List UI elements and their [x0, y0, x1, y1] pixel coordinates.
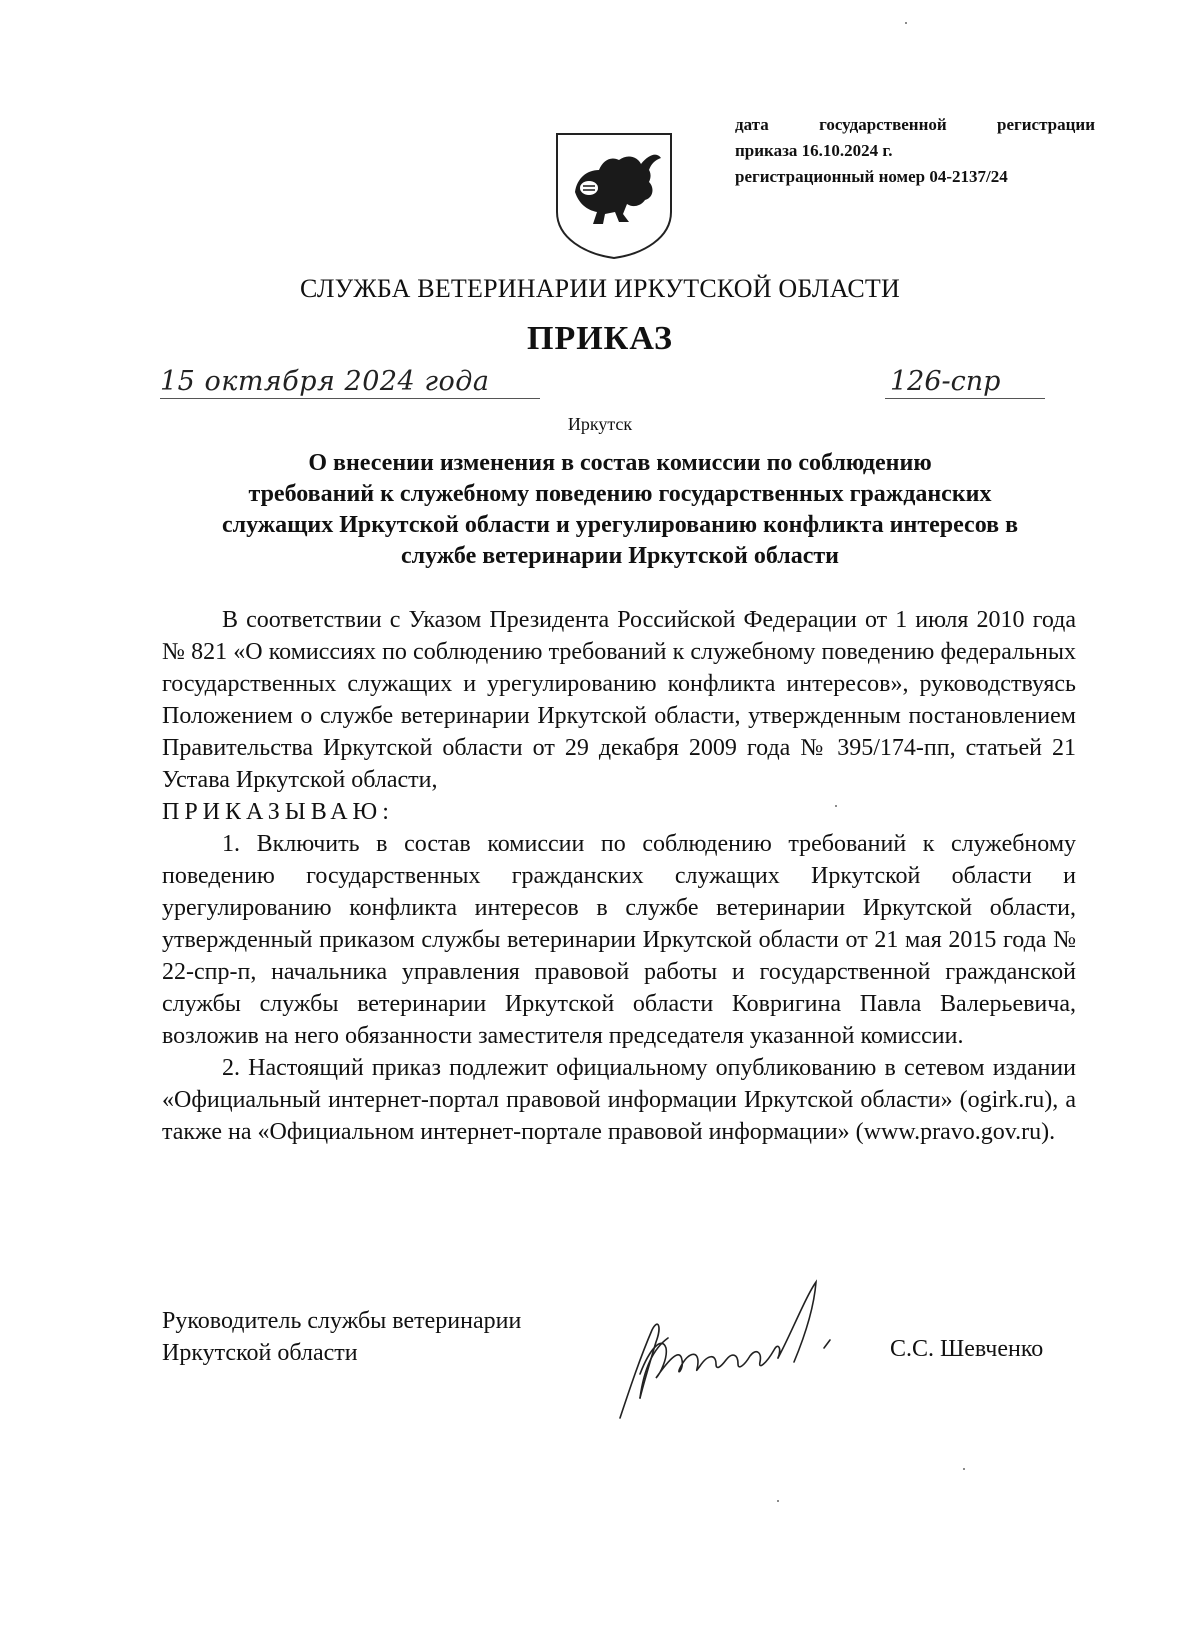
document-title: [160, 448, 1080, 572]
scan-speck: [777, 1500, 779, 1502]
number-underline: [885, 398, 1045, 399]
document-body: [162, 604, 1076, 1148]
signatory-position: [162, 1305, 521, 1369]
document-type: ПРИКАЗ: [527, 320, 673, 357]
agency-name: СЛУЖБА ВЕТЕРИНАРИИ ИРКУТСКОЙ ОБЛАСТИ: [300, 274, 900, 303]
handwritten-number: 126-спр: [890, 366, 1001, 397]
order-item-2: 2. Настоящий приказ подлежит официальному опубликованию в сетевом издании «Официальный интернет-портал правовой информации Иркутской области» (ogirk.ru), а также на «Официальном интернет-портале правовой информации» (www.pravo.gov.ru).: [162, 1055, 1076, 1145]
signatory-name: С.С. Шевченко: [890, 1336, 1044, 1362]
preamble-paragraph: В соответствии с Указом Президента Российской Федерации от 1 июля 2010 года № 821 «О комиссиях по соблюдению требований к служебному поведению федеральных государственных служащих и урегулированию конфликта интересов», руководствуясь Положением о службе ветеринарии Иркутской области, утвержденным постановлением Правительства Иркутской области от 29 декабря 2009 года № 395/174-пп, статьей 21 Устава Иркутской области,: [162, 607, 1076, 793]
title-line-2: требований к служебному поведению государственных гражданских: [248, 481, 992, 507]
city: Иркутск: [567, 414, 633, 434]
registration-line-3: регистрационный номер 04-2137/24: [735, 167, 1008, 186]
scan-speck: [835, 805, 837, 807]
title-line-3: служащих Иркутской области и урегулированию конфликта интересов в: [221, 512, 1019, 538]
scan-speck: [963, 1468, 965, 1470]
signatory-position-line-1: Руководитель службы ветеринарии: [162, 1308, 522, 1334]
registration-line-1: дата государственной регистрации: [735, 115, 1095, 134]
date-underline: [160, 398, 540, 399]
order-item-1: 1. Включить в состав комиссии по соблюдению требований к служебному поведению государственных гражданских служащих Иркутской области и урегулированию конфликта интересов в службе ветеринарии Иркутской области, утвержденный приказом службы ветеринарии Иркутской области от 21 мая 2015 года № 22-спр-п, начальника управления правовой работы и государственной гражданской службы службы ветеринарии Иркутской области Ковригина Павла Валерьевича, возложив на него обязанности заместителя председателя указанной комиссии.: [162, 831, 1076, 1049]
registration-line-2: приказа 16.10.2024 г.: [735, 141, 893, 160]
registration-stamp: [735, 112, 1095, 190]
title-line-1: О внесении изменения в состав комиссии по соблюдению: [308, 450, 932, 476]
signatory-position-line-2: Иркутской области: [162, 1340, 358, 1366]
order-word: ПРИКАЗЫВАЮ:: [162, 799, 394, 825]
irkutsk-coat-of-arms-icon: [553, 130, 675, 262]
handwritten-date: 15 октября 2024 года: [160, 366, 490, 397]
scan-speck: [905, 22, 907, 24]
title-line-4: службе ветеринарии Иркутской области: [401, 543, 839, 569]
handwritten-signature: [610, 1278, 870, 1428]
